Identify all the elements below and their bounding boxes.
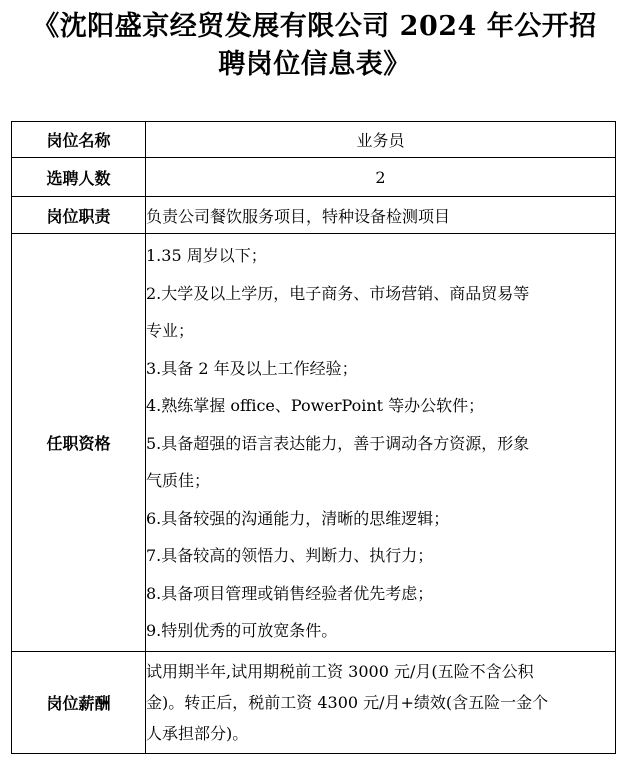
row-salary	[12, 651, 616, 753]
title-line-1: 《沈阳盛京经贸发展有限公司 2024 年公开招	[32, 11, 597, 42]
label-salary: 岗位薪酬	[12, 651, 146, 753]
qualification-item: 7.具备较高的领悟力、判断力、执行力；	[146, 546, 434, 565]
row-headcount	[12, 158, 616, 197]
salary-text	[146, 652, 615, 753]
qualification-item: 2.大学及以上学历，电子商务、市场营销、商品贸易等	[146, 283, 530, 303]
qualification-item: 气质佳；	[146, 471, 211, 490]
row-duties	[12, 197, 616, 234]
qualification-item: 3.具备 2 年及以上工作经验；	[146, 358, 358, 378]
position-info-table	[11, 121, 616, 754]
value-salary	[146, 651, 616, 753]
qualification-item: 5.具备超强的语言表达能力，善于调动各方资源，形象	[146, 433, 530, 453]
salary-line: 试用期半年,试用期税前工资 3000 元/月(五险不含公积	[146, 661, 534, 681]
document-title	[0, 8, 629, 84]
qualification-item: 专业；	[146, 321, 195, 340]
salary-line: 金)。转正后，税前工资 4300 元/月+绩效(含五险一金个	[146, 692, 549, 712]
salary-line: 人承担部分)。	[146, 723, 249, 743]
value-headcount: 2	[146, 158, 616, 197]
label-duties: 岗位职责	[12, 197, 146, 234]
value-duties: 负责公司餐饮服务项目，特种设备检测项目	[146, 197, 616, 234]
value-position-name: 业务员	[146, 122, 616, 158]
title-line-2: 聘岗位信息表》	[218, 49, 411, 80]
qualification-item: 6.具备较强的沟通能力，清晰的思维逻辑；	[146, 508, 450, 528]
value-qualifications	[146, 234, 616, 652]
qualification-item: 9.特别优秀的可放宽条件。	[146, 621, 338, 640]
label-position-name: 岗位名称	[12, 122, 146, 158]
qualification-item: 1.35 周岁以下；	[146, 246, 267, 265]
row-position-name	[12, 122, 616, 158]
label-qualifications: 任职资格	[12, 234, 146, 652]
label-headcount: 选聘人数	[12, 158, 146, 197]
qualification-item: 4.熟练掌握 office、PowerPoint 等办公软件；	[146, 396, 485, 415]
row-qualifications	[12, 234, 616, 652]
qualification-item: 8.具备项目管理或销售经验者优先考虑；	[146, 583, 434, 603]
qualification-list	[146, 234, 615, 651]
